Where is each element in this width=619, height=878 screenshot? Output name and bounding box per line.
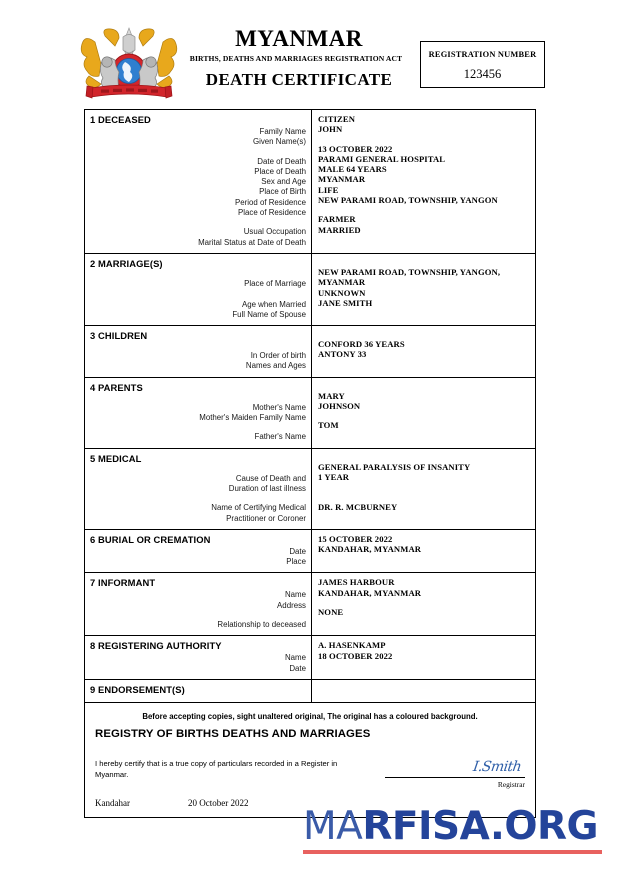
section-label-column xyxy=(85,573,312,635)
section-label-column xyxy=(85,449,312,529)
field-value: NEW PARAMI ROAD, TOWNSHIP, YANGON, xyxy=(318,266,501,277)
section-label-column xyxy=(85,636,312,679)
field-value: A. HASENKAMP xyxy=(318,640,386,651)
section-label-column xyxy=(85,680,312,702)
registration-number-value: 123456 xyxy=(463,67,502,81)
section-heading: 9 ENDORSEMENT(S) xyxy=(90,683,185,695)
field-value: JOHN xyxy=(318,124,343,135)
field-label: Date of Death xyxy=(257,156,306,166)
field-value: MALE 64 YEARS xyxy=(318,164,387,175)
section-heading: 8 REGISTERING AUTHORITY xyxy=(90,640,222,652)
field-label: Names and Ages xyxy=(245,361,306,371)
section-label-column xyxy=(85,110,312,253)
certificate-section xyxy=(85,378,535,449)
certificate-title: DEATH CERTIFICATE xyxy=(205,70,393,89)
field-label: Name of Certifying Medical xyxy=(211,503,306,513)
section-value-column xyxy=(312,636,535,679)
brand-part-dot: . xyxy=(490,804,505,849)
section-label-column xyxy=(85,530,312,573)
field-label: Period of Residence xyxy=(234,197,306,207)
field-value: GENERAL PARALYSIS OF INSANITY xyxy=(318,461,471,472)
field-value: MARY xyxy=(318,390,345,401)
field-label: Place of Birth xyxy=(259,187,306,197)
section-value-column xyxy=(312,110,535,253)
certificate-section xyxy=(85,680,535,703)
field-label: Place of Marriage xyxy=(244,278,306,288)
field-label: Place of Death xyxy=(254,166,306,176)
section-value-column xyxy=(312,449,535,529)
field-label: Mother's Name xyxy=(252,402,306,412)
field-value: CITIZEN xyxy=(318,114,355,124)
field-label: Family Name xyxy=(259,127,306,136)
field-label: Sex and Age xyxy=(261,177,306,187)
certificate-table xyxy=(84,109,536,703)
myanmar-state-seal-icon xyxy=(75,24,183,104)
section-heading: 3 CHILDREN xyxy=(90,330,148,342)
section-heading: 7 INFORMANT xyxy=(90,577,156,589)
field-label: Given Name(s) xyxy=(252,137,306,147)
field-label: Name xyxy=(284,653,306,663)
section-value-column xyxy=(312,326,535,377)
field-value: ANTONY 33 xyxy=(318,349,367,360)
field-label-list xyxy=(90,127,306,248)
field-label: Practitioner or Coroner xyxy=(226,513,306,523)
field-label: Cause of Death and xyxy=(235,473,306,483)
field-label: Mother's Maiden Family Name xyxy=(199,413,306,423)
field-label xyxy=(90,289,306,299)
certificate-header xyxy=(75,24,545,104)
section-heading: 5 MEDICAL xyxy=(90,452,142,464)
field-label: Relationship to deceased xyxy=(217,620,306,630)
section-heading: 2 MARRIAGE(S) xyxy=(90,257,163,269)
field-label: Place of Residence xyxy=(238,208,306,218)
field-label: Place xyxy=(286,557,306,567)
section-value-column xyxy=(312,680,535,702)
field-value: NONE xyxy=(318,607,344,618)
certificate-section xyxy=(85,530,535,574)
field-label: Full Name of Spouse xyxy=(232,309,306,319)
field-label-list xyxy=(90,653,306,674)
act-line: BIRTHS, DEATHS AND MARRIAGES REGISTRATION ACT xyxy=(189,54,403,63)
section-label-column xyxy=(85,254,312,325)
field-value: JAMES HARBOUR xyxy=(318,577,395,588)
section-heading: 6 BURIAL OR CREMATION xyxy=(90,533,211,545)
certificate-section xyxy=(85,449,535,530)
field-label-list xyxy=(90,279,306,320)
section-value-column xyxy=(312,573,535,635)
section-label-column xyxy=(85,326,312,377)
section-label-column xyxy=(85,378,312,448)
section-value-column xyxy=(312,530,535,573)
section-heading: 4 PARENTS xyxy=(90,381,143,393)
field-value: KANDAHAR, MYANMAR xyxy=(318,544,422,555)
field-label: Date xyxy=(289,546,306,556)
field-value: LIFE xyxy=(318,184,339,195)
section-heading: 1 DECEASED xyxy=(90,114,151,125)
field-label: Marital Status at Date of Death xyxy=(198,237,306,247)
field-label: Address xyxy=(277,600,306,610)
certify-statement: I hereby certify that is a true copy of particulars recorded in a Register in Myanmar. xyxy=(95,759,338,779)
field-value: JANE SMITH xyxy=(318,297,373,308)
field-value: 13 OCTOBER 2022 xyxy=(318,143,393,154)
section-value-column xyxy=(312,378,535,448)
copy-notice: Before accepting copies, sight unaltered original, The original has a coloured background. xyxy=(142,712,478,721)
title-block xyxy=(183,24,415,91)
field-value: 18 OCTOBER 2022 xyxy=(318,650,393,661)
certificate-section xyxy=(85,573,535,636)
field-value: DR. R. MCBURNEY xyxy=(318,501,398,512)
certificate-section xyxy=(85,254,535,326)
field-value: PARAMI GENERAL HOSPITAL xyxy=(318,153,446,164)
marfisa-wordmark xyxy=(303,805,608,849)
brand-underline xyxy=(303,850,602,854)
field-value: KANDAHAR, MYANMAR xyxy=(318,587,422,598)
field-value: MARRIED xyxy=(318,224,361,235)
field-label-list xyxy=(90,351,306,372)
certificate-section xyxy=(85,326,535,378)
field-label: Date xyxy=(289,663,306,673)
field-value: JOHNSON xyxy=(318,401,361,412)
field-value: TOM xyxy=(318,420,339,431)
brand-part-org: ORG xyxy=(504,804,599,849)
registrar-signature: I.Smith xyxy=(472,759,523,775)
marfisa-watermark xyxy=(303,805,608,854)
field-label: Name xyxy=(284,590,306,600)
registry-heading: REGISTRY OF BIRTHS DEATHS AND MARRIAGES xyxy=(95,728,371,740)
field-value: MYANMAR xyxy=(318,174,366,185)
field-label-list xyxy=(90,403,306,443)
field-label: Usual Occupation xyxy=(243,227,306,237)
registrar-label: Registrar xyxy=(497,780,525,789)
field-value: MYANMAR xyxy=(318,277,366,288)
field-label: Duration of last illness xyxy=(228,483,306,493)
field-label-list xyxy=(90,547,306,568)
field-value: UNKNOWN xyxy=(318,287,366,298)
issue-date: 20 October 2022 xyxy=(188,798,249,808)
certificate-section xyxy=(85,636,535,680)
certification-row xyxy=(95,759,525,789)
field-label: Father's Name xyxy=(254,432,306,442)
signature-rule xyxy=(385,777,525,778)
certification-footer xyxy=(84,703,536,818)
registration-number-box xyxy=(420,41,545,88)
field-label-list xyxy=(90,474,306,524)
issue-place: Kandahar xyxy=(95,798,130,808)
brand-part-ma: MA xyxy=(303,804,363,849)
field-value: FARMER xyxy=(318,214,356,225)
country-name: MYANMAR xyxy=(235,26,363,51)
brand-part-rfisa: RFISA xyxy=(362,804,491,849)
field-label-list xyxy=(90,590,306,630)
certificate-section xyxy=(85,110,535,254)
field-label: Age when Married xyxy=(241,299,306,309)
signature-area xyxy=(385,759,525,789)
field-value: CONFORD 36 YEARS xyxy=(318,339,405,350)
section-value-column xyxy=(312,254,535,325)
field-value: NEW PARAMI ROAD, TOWNSHIP, YANGON xyxy=(318,195,498,206)
registration-number-label: REGISTRATION NUMBER xyxy=(428,50,537,59)
field-value: 1 YEAR xyxy=(318,471,350,482)
field-label: In Order of birth xyxy=(250,351,306,361)
field-value: 15 OCTOBER 2022 xyxy=(318,533,393,544)
